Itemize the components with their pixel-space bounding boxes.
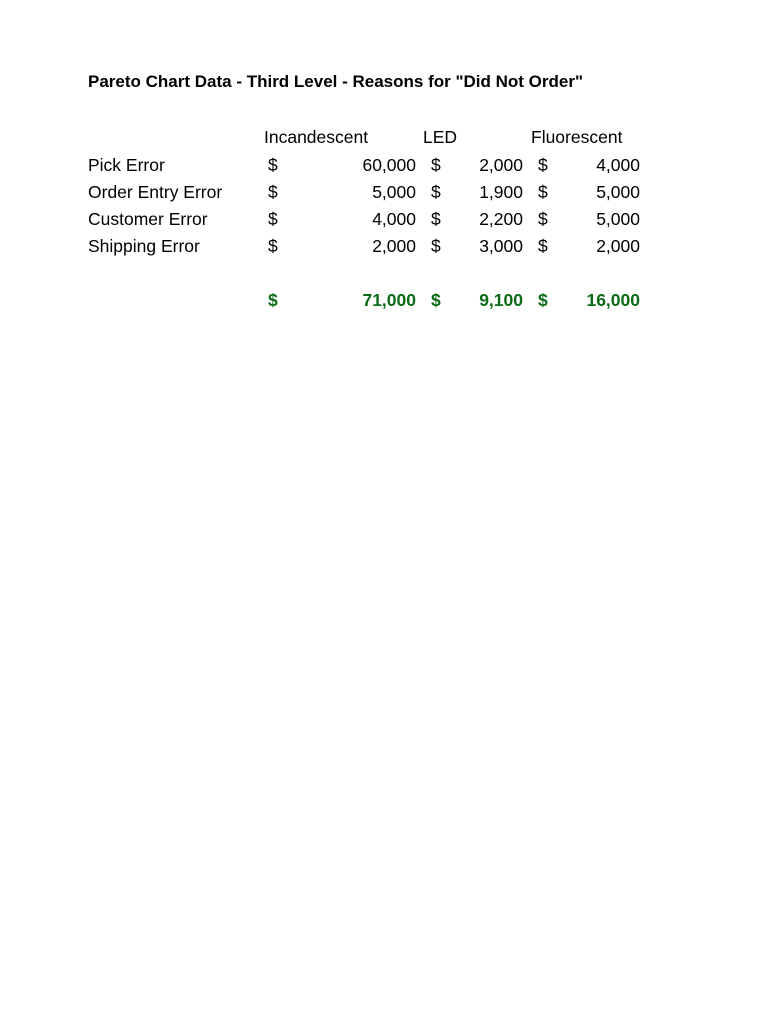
currency-symbol: $ [431,182,441,202]
total-currency-symbol: $ [268,290,278,310]
total-currency-symbol: $ [431,290,441,310]
value-cell: 2,000 [479,155,523,175]
row-label-pick-error: Pick Error [88,155,165,175]
value-cell: 2,000 [372,236,416,256]
value-cell: 1,900 [479,182,523,202]
value-cell: 5,000 [372,182,416,202]
currency-symbol: $ [268,236,278,256]
page-title: Pareto Chart Data - Third Level - Reasons for "Did Not Order" [88,72,584,91]
row-label-customer-error: Customer Error [88,209,208,229]
currency-symbol: $ [268,182,278,202]
row-label-order-entry-error: Order Entry Error [88,182,223,202]
total-led: 9,100 [479,290,523,310]
currency-symbol: $ [268,209,278,229]
row-label-shipping-error: Shipping Error [88,236,200,256]
value-cell: 4,000 [596,155,640,175]
value-cell: 3,000 [479,236,523,256]
currency-symbol: $ [538,155,548,175]
currency-symbol: $ [538,209,548,229]
currency-symbol: $ [431,155,441,175]
total-fluorescent: 16,000 [586,290,640,310]
value-cell: 2,000 [596,236,640,256]
column-header-led: LED [423,127,458,147]
total-currency-symbol: $ [538,290,548,310]
value-cell: 60,000 [362,155,416,175]
currency-symbol: $ [268,155,278,175]
value-cell: 5,000 [596,182,640,202]
currency-symbol: $ [431,236,441,256]
value-cell: 4,000 [372,209,416,229]
currency-symbol: $ [538,236,548,256]
total-incandescent: 71,000 [362,290,416,310]
currency-symbol: $ [538,182,548,202]
column-header-fluorescent: Fluorescent [531,127,623,147]
currency-symbol: $ [431,209,441,229]
column-header-incandescent: Incandescent [264,127,369,147]
value-cell: 2,200 [479,209,523,229]
value-cell: 5,000 [596,209,640,229]
